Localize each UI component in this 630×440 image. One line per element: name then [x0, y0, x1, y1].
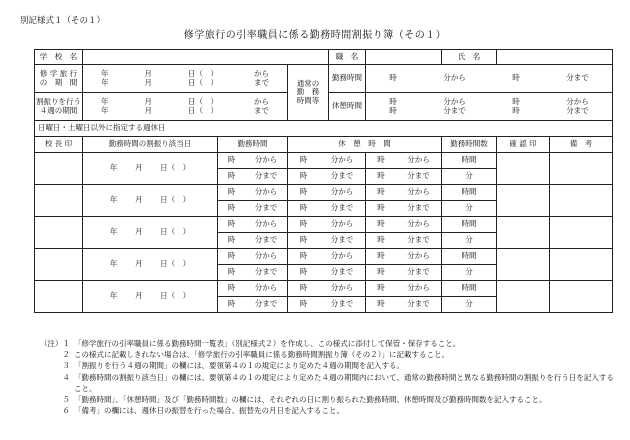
- principal-seal-cell[interactable]: [35, 217, 83, 249]
- rest-time-label: 休憩時間: [329, 93, 366, 121]
- assigned-day-cell[interactable]: 年 月 日（ ）: [83, 185, 218, 217]
- col-assigned-day: 勤務時間の割振り該当日: [83, 137, 218, 153]
- four-week-label: 割振りを行う ４週の期間: [35, 93, 83, 121]
- col-work-time: 勤務時間: [218, 137, 288, 153]
- work-to-cell[interactable]: 時 分まで: [218, 265, 288, 281]
- normal-hours-label: 通常の 勤 務 時間等: [288, 65, 329, 121]
- check-seal-cell[interactable]: [497, 185, 550, 217]
- rest-time-value[interactable]: 時 分から 時 分から 時 分まで 時 分まで: [366, 93, 613, 121]
- remarks-cell[interactable]: [550, 153, 613, 185]
- note-item: [36, 360, 616, 371]
- four-week-value[interactable]: 年 月 日（ ） から 年 月 日（ ） まで: [83, 93, 288, 121]
- school-value[interactable]: [83, 50, 329, 65]
- note-number: （注）１: [40, 339, 70, 348]
- trip-period-row: [35, 65, 613, 93]
- note-number: ２: [62, 350, 70, 360]
- rest1-to-cell[interactable]: 時 分まで: [288, 169, 366, 185]
- work-hours-cell[interactable]: 時間: [442, 249, 497, 265]
- note-item: [36, 349, 616, 360]
- remarks-cell[interactable]: [550, 281, 613, 313]
- check-seal-cell[interactable]: [497, 281, 550, 313]
- note-item: [36, 405, 616, 416]
- rest1-to-cell[interactable]: 時 分まで: [288, 297, 366, 313]
- work-from-cell[interactable]: 時 分から: [218, 281, 288, 297]
- work-time-label: 勤務時間: [329, 65, 366, 93]
- work-minutes-cell[interactable]: 分: [442, 297, 497, 313]
- name-value[interactable]: [497, 50, 613, 65]
- form-label: 別記様式１（その１）: [20, 16, 106, 26]
- work-minutes-cell[interactable]: 分: [442, 265, 497, 281]
- principal-seal-cell[interactable]: [35, 281, 83, 313]
- work-minutes-cell[interactable]: 分: [442, 201, 497, 217]
- note-text: 「備考」の欄には、週休日の振替を行った場合、振替先の月日を記入すること。: [74, 406, 344, 416]
- remarks-cell[interactable]: [550, 217, 613, 249]
- rest2-to-cell[interactable]: 時 分まで: [366, 297, 442, 313]
- entry-rows: [35, 153, 613, 313]
- work-to-cell[interactable]: 時 分まで: [218, 169, 288, 185]
- rest1-from-cell[interactable]: 時 分から: [288, 217, 366, 233]
- name-label: 氏 名: [442, 50, 497, 65]
- rest1-from-cell[interactable]: 時 分から: [288, 153, 366, 169]
- rest2-from-cell[interactable]: 時 分から: [366, 153, 442, 169]
- work-hours-cell[interactable]: 時間: [442, 217, 497, 233]
- remarks-cell[interactable]: [550, 185, 613, 217]
- work-from-cell[interactable]: 時 分から: [218, 217, 288, 233]
- work-minutes-cell[interactable]: 分: [442, 233, 497, 249]
- school-label: 学 校 名: [35, 50, 83, 65]
- work-hours-cell[interactable]: 時間: [442, 185, 497, 201]
- note-item: [36, 372, 616, 394]
- column-header-row: [35, 137, 613, 153]
- col-remarks: 備 考: [550, 137, 613, 153]
- post-value[interactable]: [366, 50, 442, 65]
- assigned-day-cell[interactable]: 年 月 日（ ）: [83, 217, 218, 249]
- work-from-cell[interactable]: 時 分から: [218, 153, 288, 169]
- weekly-holiday-row: [35, 121, 613, 137]
- note-number: ５: [62, 395, 70, 405]
- note-item: [36, 394, 616, 405]
- work-hours-cell[interactable]: 時間: [442, 281, 497, 297]
- rest1-to-cell[interactable]: 時 分まで: [288, 233, 366, 249]
- page-title: 修学旅行の引率職員に係る勤務時間割振り簿（その１）: [183, 30, 447, 41]
- work-to-cell[interactable]: 時 分まで: [218, 233, 288, 249]
- rest2-to-cell[interactable]: 時 分まで: [366, 201, 442, 217]
- work-to-cell[interactable]: 時 分まで: [218, 297, 288, 313]
- schedule-table: [34, 49, 613, 313]
- note-number: ３: [62, 361, 70, 371]
- col-rest-time: 休 憩 時 間: [288, 137, 442, 153]
- rest1-to-cell[interactable]: 時 分まで: [288, 201, 366, 217]
- entry-row: [35, 185, 613, 201]
- post-label: 職 名: [329, 50, 366, 65]
- trip-period-value[interactable]: 年 月 日（ ） から 年 月 日（ ） まで: [83, 65, 288, 93]
- work-to-cell[interactable]: 時 分まで: [218, 201, 288, 217]
- rest1-to-cell[interactable]: 時 分まで: [288, 265, 366, 281]
- school-row: [35, 50, 613, 65]
- rest2-to-cell[interactable]: 時 分まで: [366, 169, 442, 185]
- entry-row: [35, 153, 613, 169]
- assigned-day-cell[interactable]: 年 月 日（ ）: [83, 281, 218, 313]
- entry-row: [35, 281, 613, 297]
- rest1-from-cell[interactable]: 時 分から: [288, 249, 366, 265]
- note-number: ６: [62, 406, 70, 416]
- check-seal-cell[interactable]: [497, 153, 550, 185]
- col-check-seal: 確 認 印: [497, 137, 550, 153]
- rest2-to-cell[interactable]: 時 分まで: [366, 265, 442, 281]
- col-principal-seal: 校 長 印: [35, 137, 83, 153]
- principal-seal-cell[interactable]: [35, 185, 83, 217]
- weekly-holiday-label[interactable]: 日曜日・土曜日以外に指定する週休日: [35, 121, 613, 137]
- principal-seal-cell[interactable]: [35, 153, 83, 185]
- work-from-cell[interactable]: 時 分から: [218, 185, 288, 201]
- work-minutes-cell[interactable]: 分: [442, 169, 497, 185]
- assigned-day-cell[interactable]: 年 月 日（ ）: [83, 249, 218, 281]
- assigned-day-cell[interactable]: 年 月 日（ ）: [83, 153, 218, 185]
- note-text: 「修学旅行の引率職員に係る勤務時間一覧表」（別記様式２）を作成し、この様式に添付して保管・保存すること。: [74, 339, 461, 348]
- col-work-hours: 勤務時間数: [442, 137, 497, 153]
- entry-row: [35, 217, 613, 233]
- note-text: 「勤務時間」、「休憩時間」及び「勤務時間数」の欄には、それぞれの日に割り振られた勤務時間、休憩時間及び勤務時間数を記入すること。: [74, 395, 547, 405]
- rest2-to-cell[interactable]: 時 分まで: [366, 233, 442, 249]
- remarks-cell[interactable]: [550, 249, 613, 281]
- rest2-from-cell[interactable]: 時 分から: [366, 185, 442, 201]
- rest1-from-cell[interactable]: 時 分から: [288, 185, 366, 201]
- principal-seal-cell[interactable]: [35, 249, 83, 281]
- note-text: 「割振りを行う４週の期間」の欄には、要領第４の１の規定により定めた４週の期間を記入する。: [74, 361, 404, 371]
- trip-period-label: 修 学 旅 行 の 期 間: [35, 65, 83, 93]
- note-text: この様式に記載しきれない場合は、「修学旅行の引率職員に係る勤務時間割振り簿（その２）」に記載すること。: [74, 350, 449, 360]
- check-seal-cell[interactable]: [497, 217, 550, 249]
- note-text: 「勤務時間の割振り該当日」の欄には、要領第４の１の規定により定めた４週の期間内において、通常の勤務時間と異なる勤務時間の割振りを行う日を記入すること。: [74, 372, 614, 393]
- work-from-cell[interactable]: 時 分から: [218, 249, 288, 265]
- note-number: ４: [62, 372, 70, 382]
- check-seal-cell[interactable]: [497, 249, 550, 281]
- entry-row: [35, 249, 613, 265]
- rest2-from-cell[interactable]: 時 分から: [366, 281, 442, 297]
- rest2-from-cell[interactable]: 時 分から: [366, 249, 442, 265]
- rest1-from-cell[interactable]: 時 分から: [288, 281, 366, 297]
- work-hours-cell[interactable]: 時間: [442, 153, 497, 169]
- rest2-from-cell[interactable]: 時 分から: [366, 217, 442, 233]
- work-time-value[interactable]: 時 分から 時 分まで: [366, 65, 613, 93]
- note-item: [36, 338, 616, 349]
- notes-section: [36, 338, 616, 416]
